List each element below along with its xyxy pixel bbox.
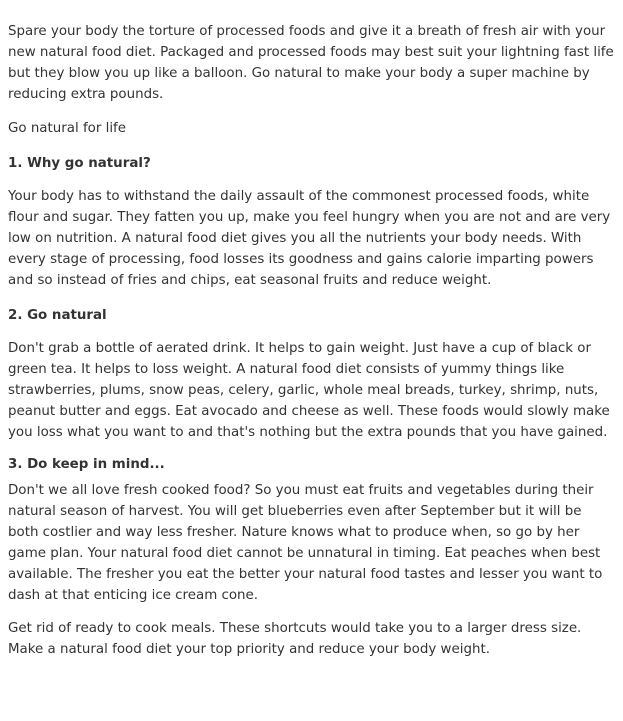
section-paragraph: Don't we all love fresh cooked food? So you must eat fruits and vegetables during their natural season of harvest. You will get blueberries even after September but it will be both costlier and way less fresher. Nature knows what to produce when, so go by her game plan. Your natural food diet cannot be unnatural in timing. Eat peaches when best available. The fresher you eat the better your natural food tastes and lesser you want to dash at that enticing ice cream cone. (8, 483, 603, 603)
section-paragraph: Don't grab a bottle of aerated drink. It helps to gain weight. Just have a cup of black or green tea. It helps to loss weight. A natural food diet consists of yummy things like strawberries, plums, snow peas, celery, garlic, whole meal breads, turkey, shrimp, nuts, peanut butter and eggs. Eat avocado and cheese as well. These foods would slowly make you loss what you want to and that's nothing but the extra pounds that you have gained. (8, 341, 610, 440)
section-heading-do-keep-in-mind: 3. Do keep in mind... (8, 457, 165, 472)
section-paragraph: Your body has to withstand the daily assault of the commonest processed foods, white flour and sugar. They fatten you up, make you feel hungry when you are not and are very low on nutrition. A natural food diet gives you all the nutrients your body needs. With every stage of processing, food losses its goodness and gains calorie imparting powers and so instead of fries and chips, eat seasonal fruits and reduce weight. (8, 189, 611, 288)
article-body (0, 21, 623, 660)
section-heading-go-natural: 2. Go natural (8, 308, 107, 323)
section-heading-why-go-natural: 1. Why go natural? (8, 156, 151, 171)
subtitle: Go natural for life (8, 121, 127, 136)
intro-paragraph: Spare your body the torture of processed foods and give it a breath of fresh air with your new natural food diet. Packaged and processed foods may best suit your lightning fast life but they blow you up like a balloon. Go natural to make your body a super machine by reducing extra pounds. (8, 24, 614, 102)
section-paragraph: Get rid of ready to cook meals. These shortcuts would take you to a larger dress size. Make a natural food diet your top priority and reduce your body weight. (8, 621, 582, 657)
